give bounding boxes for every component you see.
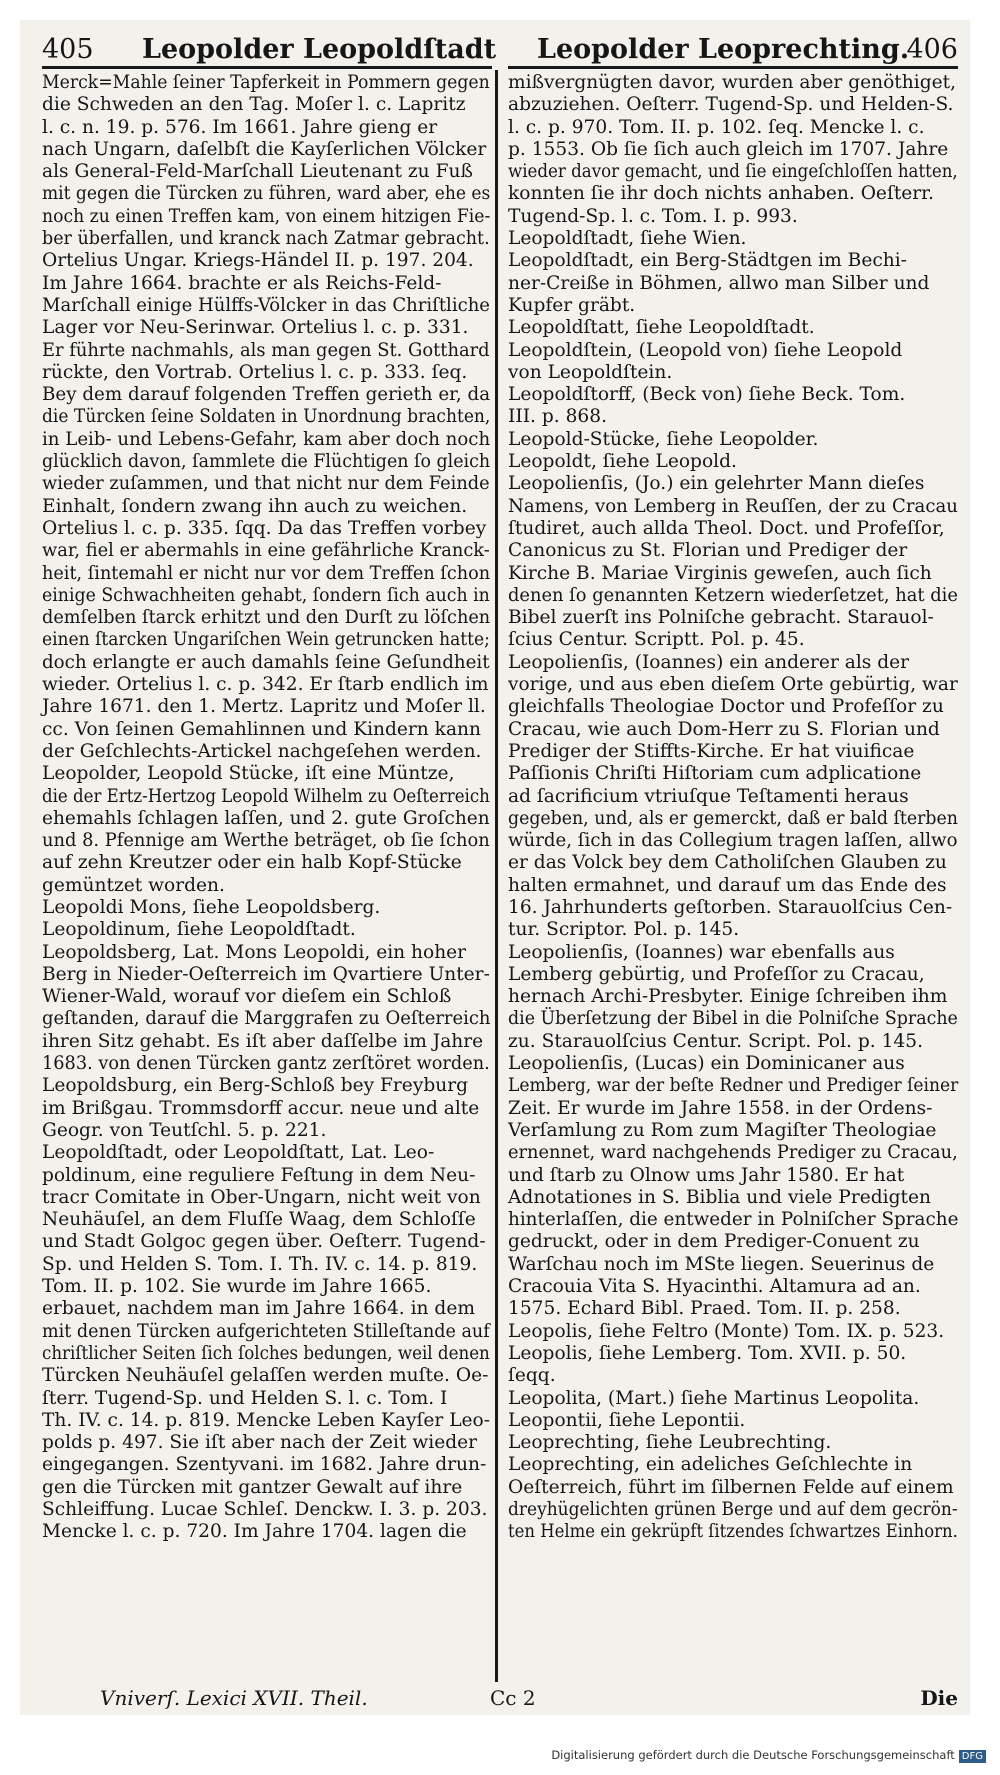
text-line: Leopoldt, ſiehe Leopold. (508, 451, 737, 473)
text-line: gemüntzet worden. (42, 874, 225, 896)
text-line: gen die Türcken mit gantzer Gewalt auf ihre (42, 1476, 463, 1498)
text-line: Leopontii, ſiehe Lepontii. (508, 1409, 746, 1431)
text-line: eingegangen. Szentyvani. im 1682. Jahre drun- (42, 1454, 487, 1476)
running-title-left: Leopolder Leopoldſtadt (142, 34, 497, 65)
text-line: der Geſchlechts-Artickel nachgeſehen werden. (42, 740, 482, 762)
text-line: Leopolis, ſiehe Lemberg. Tom. XVII. p. 50. (508, 1342, 907, 1364)
text-line: Im Jahre 1664. brachte er als Reichs-Feld- (42, 272, 442, 294)
text-line: Bibel zuerſt ins Polniſche gebracht. Starauol- (508, 607, 934, 629)
page-number-left: 405 (42, 34, 94, 65)
text-line: demſelben ſtarck erhitzt und den Durſt zu löſchen (42, 607, 491, 629)
text-line: Leopoldsberg, Lat. Mons Leopoldi, ein hoher (42, 941, 467, 963)
text-line: 16. Jahrhunderts geſtorben. Starauolſcius Cen- (508, 896, 953, 918)
text-line: poldinum, eine reguliere Feſtung in dem Neu- (42, 1164, 476, 1186)
text-line: auf zehn Kreutzer oder ein halb Kopf-Stücke (42, 852, 462, 874)
catchword: Die (920, 1686, 958, 1710)
text-line: Merck=Mahle ſeiner Tapferkeit in Pommern gegen (42, 72, 490, 93)
footer-volume-title: Vniverſ. Lexici XVII. Theil. (100, 1686, 368, 1710)
text-line: Leopold-Stücke, ſiehe Leopolder. (508, 428, 819, 450)
text-line: Mencke l. c. p. 720. Im Jahre 1704. lagen die (42, 1521, 467, 1543)
text-line: ſtudiret, auch allda Theol. Doct. und Profeſſor, (508, 517, 945, 539)
text-line: ſcius Centur. Scriptt. Pol. p. 45. (508, 629, 805, 651)
text-line: ten Helme ein gekrüpft ſitzendes ſchwartzes Einhorn. (508, 1521, 958, 1543)
text-line: Leopoldſtein, (Leopold von) ſiehe Leopold (508, 339, 903, 361)
text-line: in Leib- und Lebens-Gefahr, kam aber doch noch (42, 428, 491, 450)
text-line: noch zu einen Treffen kam, von einem hitzigen Fie- (42, 205, 491, 227)
text-line: hinterlaſſen, die entweder in Polniſcher Sprache (508, 1209, 959, 1231)
text-line: ner-Creiße in Böhmen, allwo man Silber und (508, 272, 930, 294)
page-number-right: 406 (906, 34, 958, 65)
text-line: wieder zuſammen, und that nicht nur dem Feinde (42, 473, 490, 495)
text-line: tracr Comitate in Ober-Ungarn, nicht weit von (42, 1186, 481, 1208)
text-line: cc. Von ſeinen Gemahlinnen und Kindern kann (42, 718, 481, 740)
text-line: l. c. p. 970. Tom. II. p. 102. ſeq. Mencke l. c. (508, 116, 925, 138)
text-line: Leoprechting, ein adeliches Geſchlechte in (508, 1454, 913, 1476)
text-line: Leopolienſis, (Jo.) ein gelehrter Mann dieſes (508, 473, 925, 495)
text-line: Ortelius l. c. p. 335. ſqq. Da das Treffen vorbey (42, 517, 487, 539)
text-line: gegeben, und, als er gemerckt, daß er bald ſterben (508, 807, 958, 829)
text-line: glücklich davon, ſammlete die Flüchtigen ſo gleich (42, 451, 491, 473)
text-line: Leopoldſtadt, ſiehe Wien. (508, 228, 747, 250)
text-line: Leopoldſtorff, (Beck von) ſiehe Beck. Tom. (508, 384, 906, 406)
text-line: ernennet, ward nachgehends Prediger zu Cracau, (508, 1142, 958, 1164)
text-line: Wiener-Wald, worauf vor dieſem ein Schloß (42, 986, 452, 1008)
text-line: dreyhügelichten grünen Berge und auf dem gecrön- (508, 1499, 958, 1520)
text-line: und ſtarb zu Olnow ums Jahr 1580. Er hat (508, 1164, 905, 1186)
text-line: Kirche B. Mariae Virginis geweſen, auch ſich (508, 562, 932, 584)
text-line: l. c. n. 19. p. 576. Im 1661. Jahre gieng er (42, 116, 438, 138)
left-column (42, 72, 490, 1544)
text-line: Leopoldinum, ſiehe Leopoldſtadt. (42, 919, 356, 941)
text-line: Marſchall einige Hülffs-Völcker in das Chriſtliche (42, 294, 490, 316)
text-line: die Schweden an den Tag. Moſer l. c. Lapritz (42, 94, 466, 116)
text-line: Leopoldſtadt, oder Leopoldſtatt, Lat. Leo- (42, 1142, 435, 1164)
text-line: ſeqq. (508, 1365, 556, 1387)
text-line: Neuhäuſel, an dem Fluſſe Waag, dem Schloſſe (42, 1209, 476, 1231)
text-line: Tugend-Sp. l. c. Tom. I. p. 993. (508, 205, 798, 227)
text-line: Leopoldi Mons, ſiehe Leopoldsberg. (42, 896, 381, 918)
text-line: nach Ungarn, daſelbſt die Kayſerlichen Völcker (42, 138, 487, 160)
text-line: doch erlangte er auch damahls ſeine Geſundheit (42, 651, 490, 673)
text-line: Leopolienſis, (Lucas) ein Dominicaner aus (508, 1053, 905, 1075)
text-line: ſterr. Tugend-Sp. und Helden S. l. c. Tom. I (42, 1387, 448, 1409)
text-line: Leopolis, ſiehe Feltro (Monte) Tom. IX. p. 523. (508, 1320, 945, 1342)
text-line: ihren Sitz gehabt. Es iſt aber daſſelbe im Jahre (42, 1030, 484, 1052)
header-rule-left (42, 66, 492, 69)
text-line: ad ſacrificium vtriuſque Teſtamenti heraus (508, 785, 909, 807)
text-line: rückte, den Vortrab. Ortelius l. c. p. 333. ſeq. (42, 361, 468, 383)
text-line: mit denen Türcken aufgerichteten Stilleſtande auf (42, 1320, 490, 1342)
text-line: ber überfallen, und kranck nach Zatmar gebracht. (42, 228, 490, 250)
text-line: halten ermahnet, und darauf um das Ende des (508, 874, 947, 896)
text-line: die Überſetzung der Bibel in die Polniſche Sprache (508, 1008, 958, 1030)
text-line: tur. Scriptor. Pol. p. 145. (508, 919, 740, 941)
text-line: und Stadt Golgoc gegen über. Oeſterr. Tugend- (42, 1231, 486, 1253)
text-line: als General-Feld-Marſchall Lieutenant zu Fuß (42, 161, 473, 183)
text-line: konnten ſie ihr doch nichts anhaben. Oeſterr. (508, 183, 934, 205)
text-line: abzuziehen. Oeſterr. Tugend-Sp. und Helden-S. (508, 94, 954, 116)
text-line: Adnotationes in S. Biblia und viele Predigten (508, 1186, 931, 1208)
text-line: 1575. Echard Bibl. Praed. Tom. II. p. 258. (508, 1298, 901, 1320)
digitization-credit (551, 1748, 986, 1763)
text-line: Leopolienſis, (Ioannes) war ebenfalls aus (508, 941, 895, 963)
signature-mark: Cc 2 (490, 1686, 536, 1710)
text-line: war, fiel er abermahls in eine gefährliche Kranck- (42, 540, 490, 562)
text-line: die Türcken ſeine Soldaten in Unordnung brachten, (42, 406, 491, 428)
text-line: im Brißgau. Trommsdorff accur. neue und alte (42, 1097, 480, 1119)
text-line: Geogr. von Teutſchl. 5. p. 221. (42, 1119, 327, 1141)
text-line: Jahre 1671. den 1. Mertz. Lapritz und Moſer ll. (42, 696, 486, 718)
text-line: Türcken Neuhäuſel gelaſſen werden muſte. Oe- (42, 1365, 489, 1387)
text-line: einige Schwachheiten gehabt, ſondern ſich auch in (42, 584, 490, 606)
text-line: Verſamlung zu Rom zum Magiſter Theologiae (508, 1119, 937, 1141)
text-line: wieder davor gemacht, und ſie eingeſchloſſen hatten, (508, 161, 958, 183)
text-line: Leopoldſtadt, ein Berg-Städtgen im Bechi- (508, 250, 907, 272)
text-line: polds p. 497. Sie iſt aber nach der Zeit wieder (42, 1432, 478, 1454)
dfg-logo: DFG (959, 1750, 986, 1763)
text-line: Zeit. Er wurde im Jahre 1558. in der Ordens- (508, 1097, 933, 1119)
text-line: Leopolita, (Mart.) ſiehe Martinus Leopolita. (508, 1387, 920, 1409)
text-line: Th. IV. c. 14. p. 819. Mencke Leben Kayſer Leo- (42, 1409, 491, 1431)
text-line: Prediger der Stiffts-Kirche. Er hat viuificae (508, 740, 915, 762)
text-line: Paſſionis Chriſti Hiſtoriam cum adplicatione (508, 763, 922, 785)
text-line: Canonicus zu St. Florian und Prediger der (508, 540, 908, 562)
text-line: erbauet, nachdem man im Jahre 1664. in dem (42, 1298, 475, 1320)
text-line: Namens, von Lemberg in Reuſſen, der zu Cracau (508, 495, 958, 517)
page-footer (42, 1682, 958, 1716)
text-line: die der Ertz-Hertzog Leopold Wilhelm zu Oeſterreich (42, 785, 490, 807)
text-line: Leopolder, Leopold Stücke, iſt eine Müntze, (42, 763, 455, 785)
text-line: gleichfalls Theologiae Doctor und Profeſſor zu (508, 696, 944, 718)
text-line: Ortelius Ungar. Kriegs-Händel II. p. 197. 204. (42, 250, 474, 272)
text-line: Warſchau noch im MSte liegen. Seuerinus de (508, 1253, 935, 1275)
text-line: wieder. Ortelius l. c. p. 342. Er ſtarb endlich im (42, 674, 489, 696)
text-line: Cracau, wie auch Dom-Herr zu S. Florian und (508, 718, 940, 740)
text-line: vorige, und aus eben dieſem Orte gebürtig, war (508, 674, 958, 696)
right-column (508, 72, 958, 1544)
text-line: Lemberg gebürtig, und Profeſſor zu Cracau, (508, 963, 925, 985)
text-line: Lemberg, war der beſte Redner und Prediger ſeiner (508, 1075, 959, 1097)
text-line: Kupfer gräbt. (508, 294, 636, 316)
text-line: Berg in Nieder-Oeſterreich im Qvartiere Unter- (42, 963, 490, 985)
text-line: 1683. von denen Türcken gantz zerſtöret worden. (42, 1053, 490, 1075)
text-line: von Leopoldſtein. (508, 361, 673, 383)
header-rule-right (508, 66, 958, 69)
text-line: denen ſo genannten Ketzern wiederſetzet, hat die (508, 584, 958, 606)
text-line: gedruckt, oder in dem Prediger-Conuent zu (508, 1231, 920, 1253)
text-line: mißvergnügten davor, wurden aber genöthiget, (508, 72, 956, 93)
running-title-right: Leopolder Leoprechting. (537, 34, 910, 65)
text-line: einen ſtarcken Ungariſchen Wein getruncken hatte; (42, 629, 490, 651)
text-line: Er führte nachmahls, als man gegen St. Gotthard (42, 339, 490, 361)
text-line: er das Volck bey dem Catholiſchen Glauben zu (508, 852, 947, 874)
text-line: heit, ſintemahl er nicht nur vor dem Treffen ſchon (42, 562, 491, 584)
text-line: geſtanden, darauf die Marggrafen zu Oeſterreich (42, 1008, 491, 1030)
text-line: III. p. 868. (508, 406, 607, 428)
text-line: mit gegen die Türcken zu führen, ward aber, ehe es (42, 183, 491, 205)
text-line: zu. Starauolſcius Centur. Script. Pol. p. 145. (508, 1030, 923, 1052)
text-line: Bey dem darauf folgenden Treffen gerieth er, da (42, 384, 491, 406)
text-line: Leopoldsburg, ein Berg-Schloß bey Freyburg (42, 1075, 468, 1097)
text-line: Sp. und Helden S. Tom. I. Th. IV. c. 14. p. 819. (42, 1253, 478, 1275)
text-line: und 8. Pfennige am Werthe beträget, ob ſie ſchon (42, 830, 490, 852)
running-header (42, 20, 958, 70)
text-line: Leoprechting, ſiehe Leubrechting. (508, 1432, 832, 1454)
text-line: Schleiffung. Lucae Schleſ. Denckw. I. 3. p. 203. (42, 1499, 488, 1520)
text-line: Einhalt, ſondern zwang ihn auch zu weichen. (42, 495, 468, 517)
text-line: Oeſterreich, führt im ſilbernen Felde auf einem (508, 1476, 954, 1498)
text-line: chriſtlicher Seiten ſich ſolches bedungen, weil denen (42, 1342, 490, 1364)
text-line: Cracouia Vita S. Hyacinthi. Altamura ad an. (508, 1276, 921, 1298)
text-line: Lager vor Neu-Serinwar. Ortelius l. c. p. 331. (42, 317, 469, 339)
text-line: Leopolienſis, (Ioannes) ein anderer als der (508, 651, 910, 673)
text-line: ehemahls ſchlagen laſſen, und 2. gute Groſchen (42, 807, 490, 829)
credit-text: Digitalisierung gefördert durch die Deutsche Forschungsgemeinschaft (551, 1748, 955, 1762)
text-line: würde, ſich in das Collegium tragen laſſen, allwo (508, 830, 958, 852)
text-line: Leopoldſtatt, ſiehe Leopoldſtadt. (508, 317, 815, 339)
text-line: hernach Archi-Presbyter. Einige ſchreiben ihm (508, 986, 948, 1008)
text-line: p. 1553. Ob ſie ſich auch gleich im 1707. Jahre (508, 138, 949, 160)
column-divider (495, 70, 498, 1682)
text-line: Tom. II. p. 102. Sie wurde im Jahre 1665. (42, 1276, 432, 1298)
